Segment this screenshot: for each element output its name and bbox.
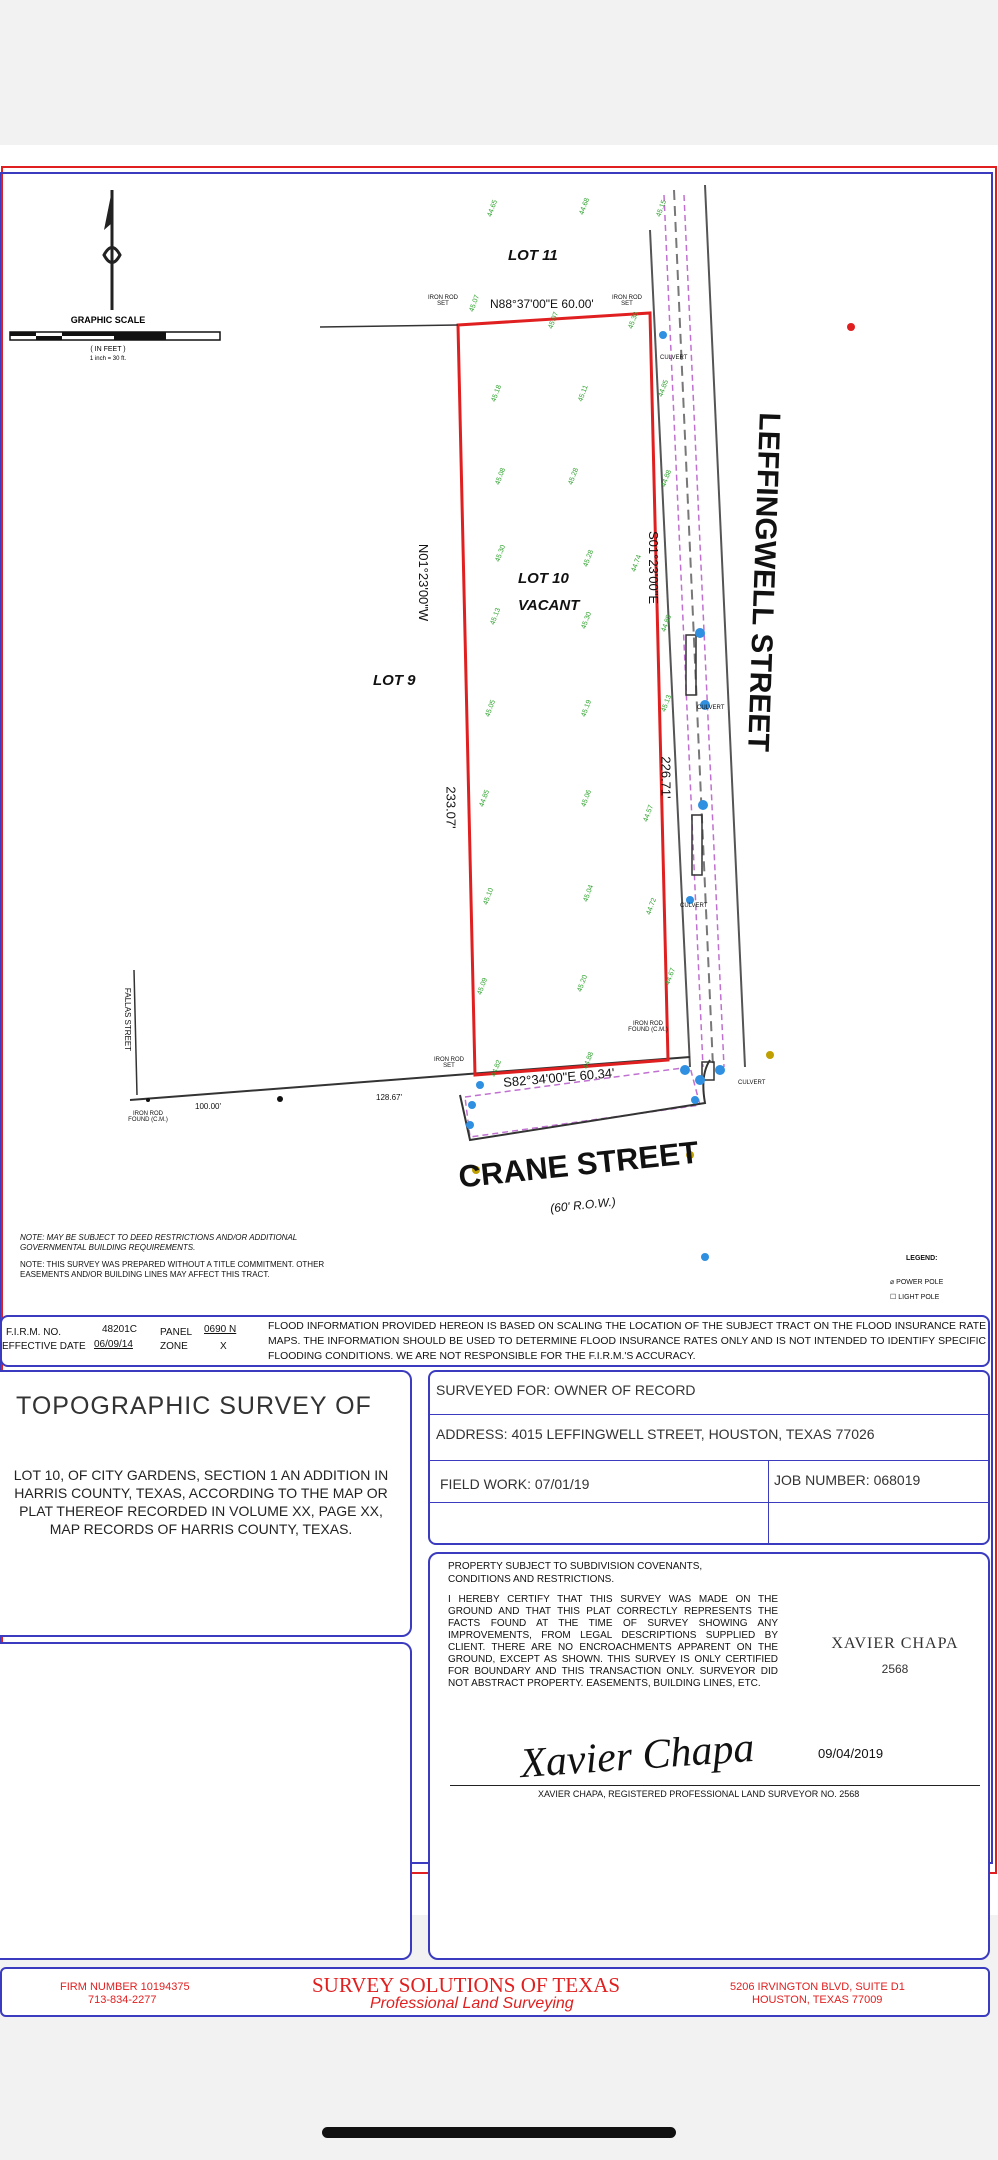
elevation-point: 45.09 — [476, 977, 490, 996]
elevation-point: 45.18 — [490, 384, 504, 403]
info-grid — [428, 1370, 990, 1545]
elevation-point: 44.88 — [582, 1051, 596, 1070]
east-bearing: S01°23'00"E — [646, 530, 662, 605]
graphic-scale — [10, 315, 220, 362]
legal-description: LOT 10, OF CITY GARDENS, SECTION 1 AN ADDITION IN HARRIS COUNTY, TEXAS, ACCORDING TO THE MAP OR PLAT THEREOF RECORDED IN VOLUME XX, PAGE XX, MAP RECORDS OF HARRIS COUNTY, TEXAS. — [13, 1467, 389, 1537]
firm-panel: 0690 N — [204, 1324, 237, 1335]
culvert-label: CULVERT — [697, 705, 725, 711]
power-pole-icon: ⌀ — [890, 1279, 897, 1286]
elevation-point: 44.57 — [642, 804, 656, 823]
firm-no-label: F.I.R.M. NO. — [6, 1327, 61, 1338]
blank-box — [0, 1642, 412, 1960]
elevation-point: 45.20 — [576, 974, 590, 993]
iron-rod-found-w: IRON ROD FOUND (C.M.) — [128, 1111, 168, 1123]
home-indicator[interactable] — [322, 2127, 676, 2138]
surveyed-for: SURVEYED FOR: OWNER OF RECORD — [436, 1382, 696, 1398]
elevation-point: 44.67 — [664, 967, 678, 986]
firm-panel-label: PANEL — [160, 1327, 193, 1338]
scale-ratio: 1 inch = 30 ft. — [89, 356, 127, 362]
lot10-label: LOT 10 — [518, 570, 569, 587]
elevation-point: 45.38 — [627, 311, 641, 330]
elevation-point: 45.07 — [547, 311, 561, 330]
elevation-point: 44.85 — [478, 789, 492, 808]
fallas-street-label: FALLAS STREET — [123, 987, 133, 1052]
company-tagline: Professional Land Surveying — [370, 1995, 574, 2012]
road-dist-b: 128.67' — [376, 1093, 402, 1102]
offset-lines — [465, 195, 724, 1137]
iron-rod-set-sw: IRON ROD SET — [434, 1057, 464, 1069]
elevation-point: 45.04 — [582, 884, 596, 903]
elevation-point: 44.65 — [486, 199, 500, 218]
elevation-point: 44.72 — [645, 897, 659, 916]
survey-title: TOPOGRAPHIC SURVEY OF — [16, 1392, 372, 1420]
lot11-label: LOT 11 — [508, 247, 558, 264]
west-bearing: N01°23'00"W — [416, 543, 432, 622]
elevation-point: 45.15 — [655, 199, 669, 218]
elevation-point: 45.28 — [567, 467, 581, 486]
title-box — [0, 1370, 412, 1637]
certification-statement: I HEREBY CERTIFY THAT THIS SURVEY WAS MADE ON THE GROUND AND THAT THIS PLAT CORRECTLY REPRESENTS THE FACTS FOUND AT THE TIME OF SURVEY SHOWING ANY IMPROVEMENTS, FROM LEGAL DESCRIPTIONS SUPPLIED BY CLIENT. THERE ARE NO ENCROACHMENTS APPARENT ON THE GROUND, EXCEPT AS SHOWN. THIS SURVEY IS ONLY CERTIFIED FOR BOUNDARY AND THIS TRANSACTION ONLY. SURVEYOR DID NOT ABSTRACT PROPERTY. EASEMENTS, BUILDING LINES, ETC. — [448, 1594, 778, 1689]
west-length: 233.07' — [443, 786, 459, 829]
info-divider — [430, 1502, 988, 1503]
legend-light-pole — [890, 1293, 939, 1301]
scale-title: GRAPHIC SCALE — [70, 315, 146, 325]
info-divider — [430, 1414, 988, 1415]
iron-rod-set-ne: IRON ROD SET — [612, 295, 642, 307]
note-title-commitment: NOTE: THIS SURVEY WAS PREPARED WITHOUT A TITLE COMMITMENT. OTHER EASEMENTS AND/OR BUILDING LINES MAY AFFECT THIS TRACT. — [20, 1260, 325, 1279]
culvert-label: CULVERT — [738, 1080, 766, 1086]
iron-rod-found-se: IRON ROD FOUND (C.M.) — [628, 1021, 668, 1033]
elevation-point: 45.30 — [580, 611, 594, 630]
surveyor-signature: Xavier Chapa — [518, 1724, 756, 1788]
covenants-note: PROPERTY SUBJECT TO SUBDIVISION COVENANTS, CONDITIONS AND RESTRICTIONS. — [448, 1561, 703, 1585]
north-arrow-icon — [104, 190, 120, 310]
info-divider — [430, 1460, 988, 1461]
firm-number: FIRM NUMBER 10194375 — [60, 1981, 190, 1993]
elevation-point: 45.19 — [580, 699, 594, 718]
fallas-line — [134, 970, 137, 1095]
elevation-point: 45.07 — [468, 294, 482, 313]
company-address-2: HOUSTON, TEXAS 77009 — [752, 1994, 883, 2006]
firm-date: 06/09/14 — [94, 1339, 133, 1350]
surveyor-credentials: XAVIER CHAPA, REGISTERED PROFESSIONAL LAND SURVEYOR NO. 2568 — [538, 1789, 860, 1799]
elevation-point: 45.10 — [482, 887, 496, 906]
crane-row-lines — [130, 1057, 710, 1140]
elevation-point: 45.28 — [582, 549, 596, 568]
elevation-point: 44.85 — [657, 379, 671, 398]
firm-phone: 713-834-2277 — [88, 1994, 157, 2006]
south-bearing: S82°34'00"E 60.34' — [502, 1065, 616, 1090]
survey-sheet — [0, 145, 998, 2012]
crane-row-label: (60' R.O.W.) — [549, 1194, 617, 1216]
scale-sub: ( IN FEET ) — [90, 346, 126, 353]
elevation-point: 44.82 — [490, 1059, 504, 1078]
lot9-label: LOT 9 — [373, 672, 416, 689]
culvert-label: CULVERT — [680, 903, 708, 909]
elevation-point: 44.68 — [578, 197, 592, 216]
legend-title: LEGEND: — [906, 1255, 938, 1262]
elevation-point: 45.05 — [484, 699, 498, 718]
vacant-label: VACANT — [518, 597, 580, 614]
firm-no: 48201C — [102, 1324, 138, 1335]
firm-flood-text: FLOOD INFORMATION PROVIDED HEREON IS BASED ON SCALING THE LOCATION OF THE SUBJECT TRACT ON THE FLOOD INSURANCE RATE MAPS. THE INFORMATION SHOULD BE USED TO DETERMINE FLOOD INSURANCE RATES ONLY AND IS NOT INTENDED TO IDENTIFY SPECIFIC FLOODING CONDITIONS. WE ARE NOT RESPONSIBLE FOR THE F.I.R.M.'S ACCURACY. — [268, 1321, 986, 1362]
culvert-label: CULVERT — [660, 355, 688, 361]
crane-street-label: CRANE STREET — [456, 1134, 701, 1195]
elevation-point: 45.08 — [494, 467, 508, 486]
firm-date-label: EFFECTIVE DATE — [2, 1341, 86, 1352]
elevation-point: 45.11 — [577, 384, 590, 403]
field-work: FIELD WORK: 07/01/19 — [440, 1476, 590, 1492]
sign-date: 09/04/2019 — [818, 1746, 884, 1761]
leffingwell-street-label: LEFFINGWELL STREET — [741, 411, 786, 753]
address: ADDRESS: 4015 LEFFINGWELL STREET, HOUSTON, TEXAS 77026 — [436, 1426, 875, 1442]
footer-bar — [0, 1967, 990, 2017]
company-name: SURVEY SOLUTIONS OF TEXAS — [312, 1973, 621, 1997]
firm-zone-label: ZONE — [160, 1341, 188, 1352]
light-pole-icon: ☐ — [890, 1294, 899, 1301]
seal-number: 2568 — [881, 1662, 909, 1676]
signature-line — [450, 1785, 980, 1786]
east-length: 226.71' — [658, 756, 674, 799]
elevation-point: 45.06 — [580, 789, 594, 808]
north-bearing: N88°37'00"E 60.00' — [490, 297, 594, 311]
elevation-point: 45.13 — [660, 694, 674, 713]
firm-zone: X — [220, 1341, 227, 1352]
legend-power-pole — [890, 1278, 943, 1286]
legend-light-label: LIGHT POLE — [898, 1294, 940, 1301]
note-deed-restrictions: NOTE: MAY BE SUBJECT TO DEED RESTRICTIONS AND/OR ADDITIONAL GOVERNMENTAL BUILDING REQUIREMENTS. — [20, 1233, 298, 1252]
certification-box — [428, 1552, 990, 1960]
road-dist-a: 100.00' — [195, 1102, 221, 1111]
elevation-point: 45.30 — [494, 544, 508, 563]
elevation-point: 44.74 — [630, 554, 644, 573]
red-marker — [847, 323, 855, 331]
legend-power-label: POWER POLE — [896, 1279, 944, 1286]
company-address-1: 5206 IRVINGTON BLVD, SUITE D1 — [730, 1981, 905, 1993]
job-number: JOB NUMBER: 068019 — [774, 1472, 921, 1488]
firm-panel — [0, 1315, 990, 1367]
elevation-point: 44.88 — [660, 469, 674, 488]
elevation-point: 45.13 — [489, 607, 503, 626]
seal-name: XAVIER CHAPA — [831, 1635, 959, 1652]
iron-rod-set-nw: IRON ROD SET — [428, 295, 458, 307]
elevation-point: 44.85 — [660, 614, 674, 633]
